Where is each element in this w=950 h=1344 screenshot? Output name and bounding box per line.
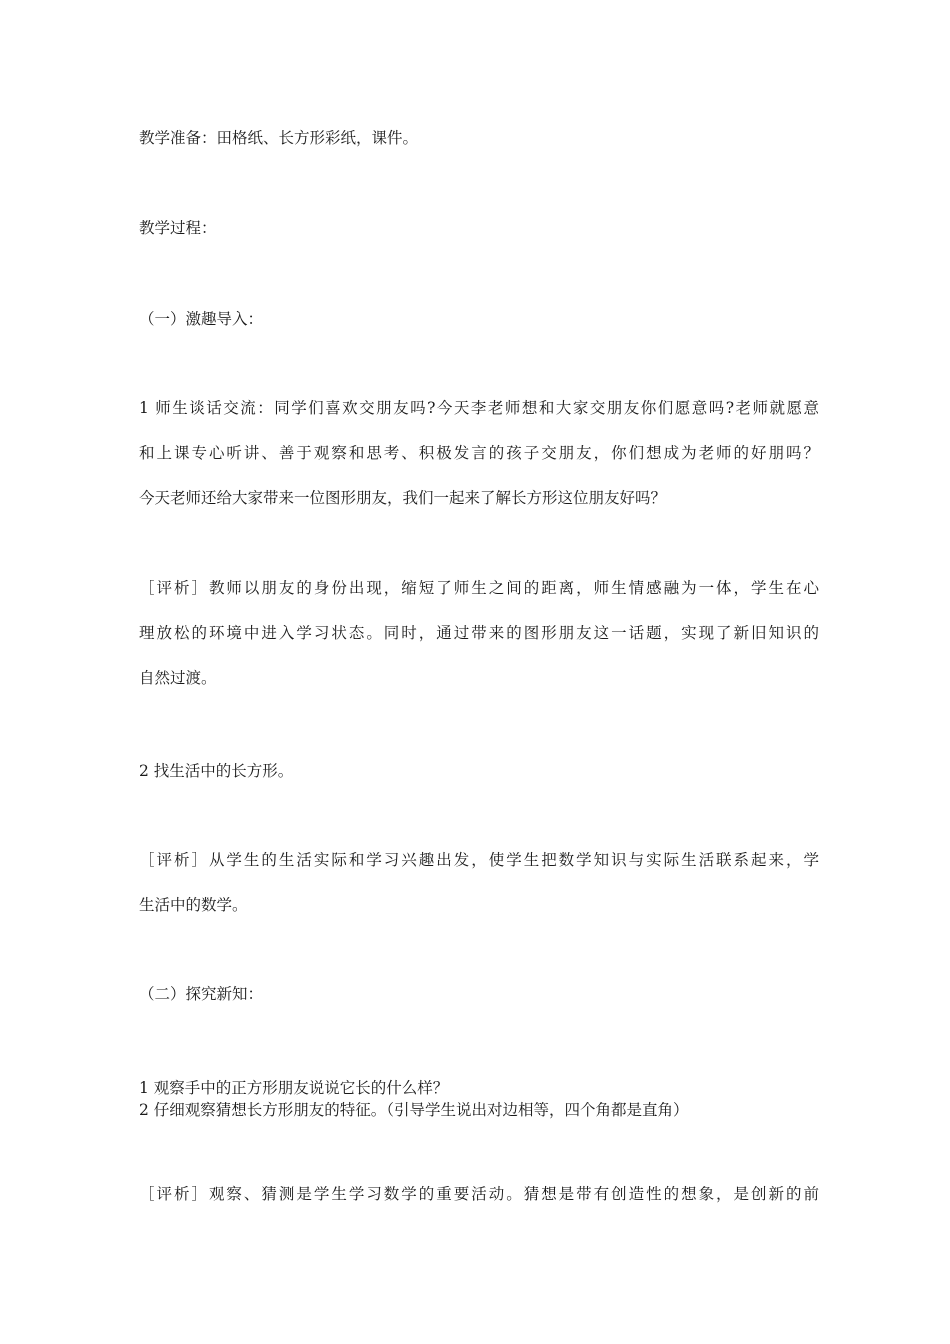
teaching-preparation: 教学准备：田格纸、长方形彩纸，课件。 [139,129,419,147]
comment-3-paragraph [139,1183,819,1228]
item-1-paragraph [139,397,819,532]
comment-1-line: 理放松的环境中进入学习状态。同时，通过带来的图形朋友这一话题，实现了新旧知识的 [139,624,819,642]
item-2: 2 找生活中的长方形。 [139,762,294,780]
item-1-line: 今天老师还给大家带来一位图形朋友，我们一起来了解长方形这位朋友好吗？ [139,489,667,507]
explore-item: 1 观察手中的正方形朋友说说它长的什么样？ [139,1079,449,1097]
explore-item: 2 仔细观察猜想长方形朋友的特征。（引导学生说出对边相等，四个角都是直角） [139,1101,689,1119]
comment-2-line: 生活中的数学。 [139,896,248,914]
comment-3-line: ［评析］观察、猜测是学生学习数学的重要活动。猜想是带有创造性的想象，是创新的前 [139,1185,819,1203]
comment-2-line: ［评析］从学生的生活实际和学习兴趣出发，使学生把数学知识与实际生活联系起来，学 [139,851,819,869]
comment-1-line: 自然过渡。 [139,669,217,687]
process-heading: 教学过程： [139,219,217,237]
explore-list [139,1077,819,1121]
comment-1-paragraph [139,577,819,712]
item-1-line: 和上课专心听讲、善于观察和思考、积极发言的孩子交朋友，你们想成为老师的好朋吗？ [139,444,819,462]
section-2-heading: （二）探究新知： [139,985,264,1003]
section-1-heading: （一）激趣导入： [139,310,264,328]
item-1-line: 1 师生谈话交流：同学们喜欢交朋友吗?今天李老师想和大家交朋友你们愿意吗?老师就愿意 [139,399,819,417]
comment-1-line: ［评析］教师以朋友的身份出现，缩短了师生之间的距离，师生情感融为一体，学生在心 [139,579,819,597]
comment-2-paragraph [139,849,819,939]
